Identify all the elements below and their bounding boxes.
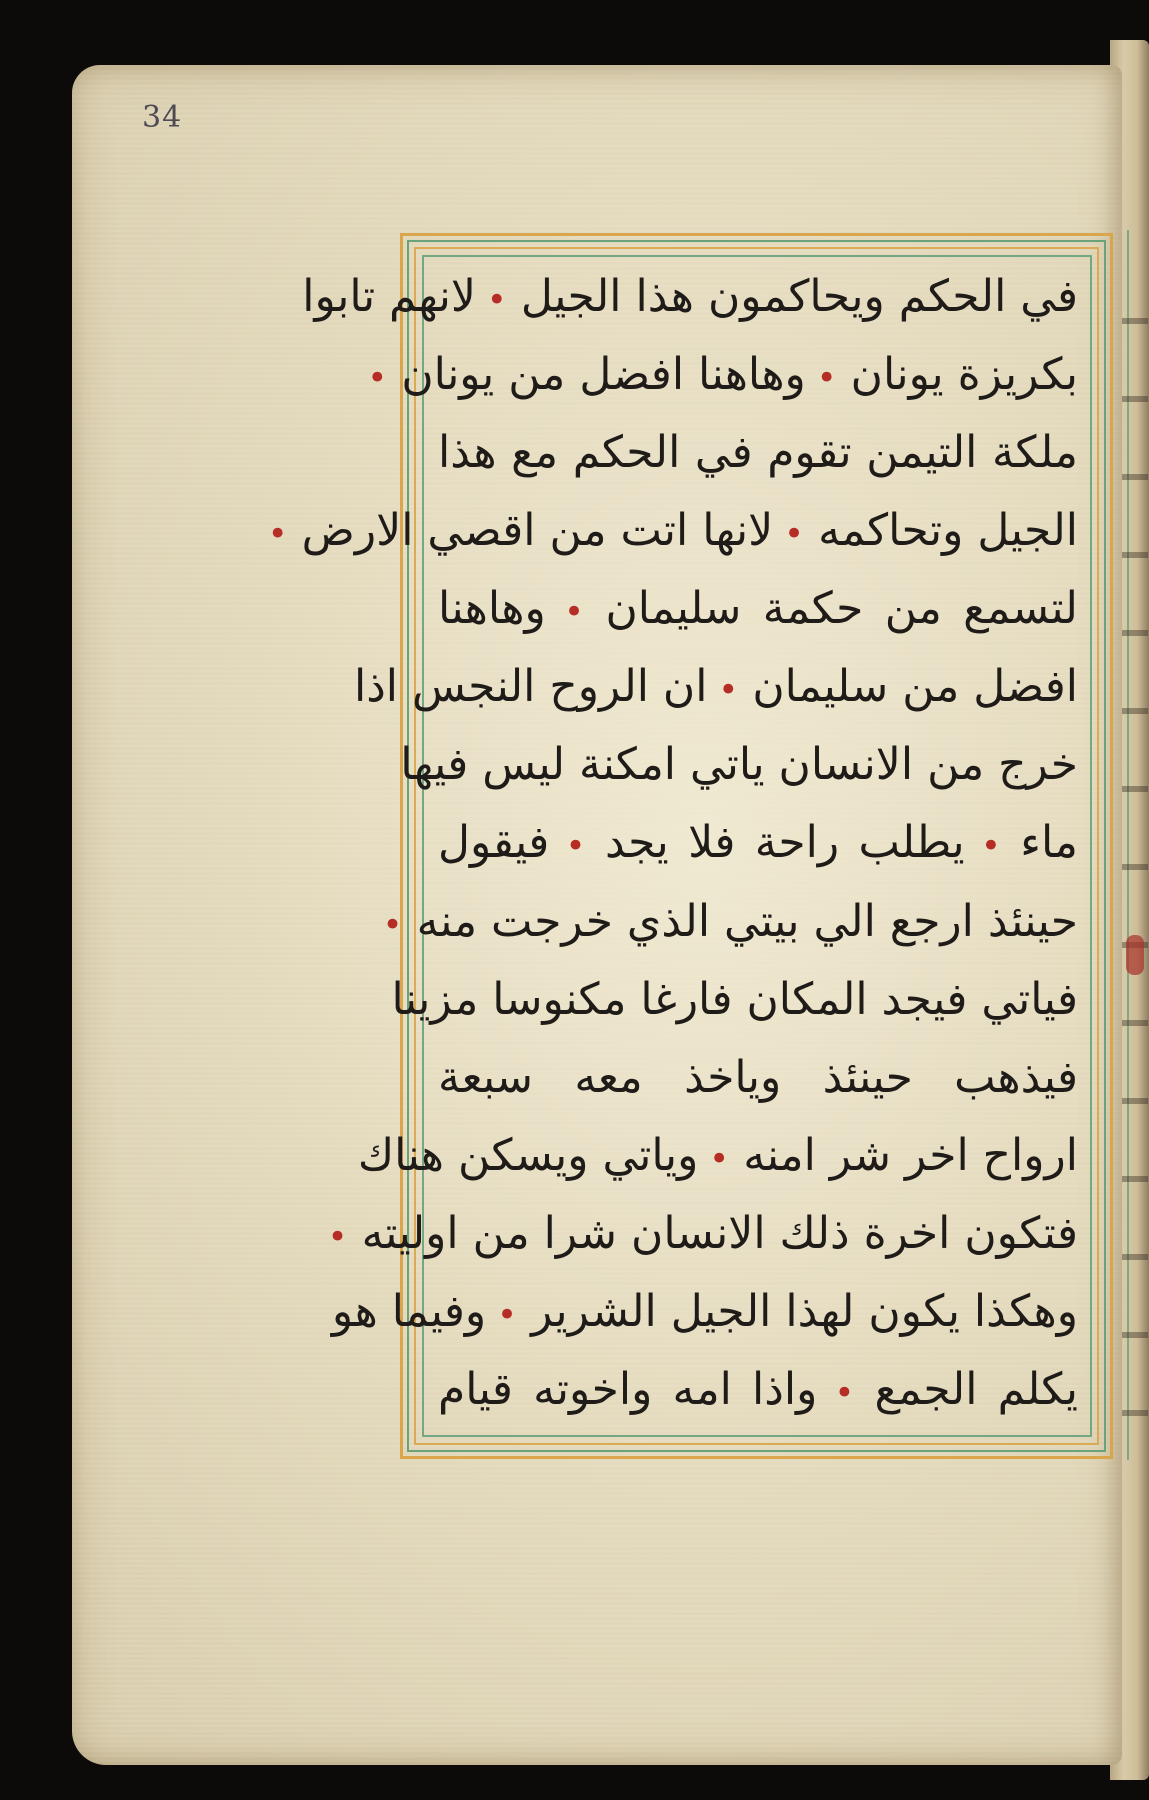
text-segment: خرج من الانسان ياتي امكنة ليس فيها xyxy=(400,739,1078,791)
text-segment: وياتي ويسكن هناك xyxy=(357,1129,699,1181)
red-verse-separator: • xyxy=(549,826,586,867)
text-line xyxy=(438,1360,1078,1420)
text-line xyxy=(302,267,1078,327)
red-verse-separator: • xyxy=(698,1138,730,1179)
text-line xyxy=(353,657,1078,717)
red-verse-separator: • xyxy=(817,1372,855,1413)
text-line xyxy=(438,813,1078,873)
text-segment: افضل من سليمان xyxy=(752,661,1078,713)
red-verse-separator: • xyxy=(475,280,507,320)
text-segment: لتسمع من حكمة سليمان xyxy=(605,583,1078,635)
text-segment: لانهم تابوا xyxy=(302,271,476,322)
text-segment: ماء xyxy=(1020,817,1078,869)
red-verse-separator: • xyxy=(267,514,288,555)
text-segment: فتكون اخرة ذلك الانسان شرا من اوليته xyxy=(361,1207,1078,1259)
red-verse-separator: • xyxy=(964,826,1001,867)
text-segment: لانها اتت من اقصي الارض xyxy=(301,505,774,557)
text-line xyxy=(382,892,1078,952)
red-verse-separator: • xyxy=(545,592,585,633)
text-segment: فيقول xyxy=(438,817,550,869)
text-segment: ملكة التيمن تقوم في الحكم مع هذا xyxy=(438,427,1078,479)
text-segment: فيذهب حينئذ وياخذ معه سبعة xyxy=(438,1051,1078,1103)
text-segment: بكريزة يونان xyxy=(850,349,1078,401)
text-line xyxy=(367,345,1078,405)
text-segment: ارواح اخر شر امنه xyxy=(743,1129,1078,1181)
text-line xyxy=(331,1282,1078,1342)
text-segment: وهاهنا xyxy=(438,583,546,635)
next-folio-rubric-mark xyxy=(1126,935,1144,975)
text-segment: ان الروح النجس اذا xyxy=(353,661,708,713)
text-line xyxy=(400,735,1078,795)
red-verse-separator: • xyxy=(486,1294,518,1335)
text-segment: وهكذا يكون لهذا الجيل الشرير xyxy=(531,1285,1078,1337)
text-segment: وهاهنا افضل من يونان xyxy=(401,349,806,401)
red-verse-separator: • xyxy=(773,514,805,555)
text-segment: يطلب راحة فلا يجد xyxy=(604,817,965,869)
text-segment: حينئذ ارجع الي بيتي الذي خرجت منه xyxy=(416,895,1078,947)
text-line xyxy=(391,970,1078,1030)
red-verse-separator: • xyxy=(327,1216,348,1257)
red-verse-separator: • xyxy=(382,904,403,945)
text-segment: يكلم الجمع xyxy=(874,1363,1078,1415)
text-segment: وفيما هو xyxy=(331,1285,487,1337)
folio-number: 34 xyxy=(142,100,183,135)
text-segment: واذا امه واخوته قيام xyxy=(438,1363,818,1415)
red-verse-separator: • xyxy=(805,358,837,399)
next-folio-text-fragment xyxy=(1122,280,1148,1450)
text-line xyxy=(267,501,1078,561)
text-line xyxy=(438,1048,1078,1108)
text-line xyxy=(327,1204,1078,1264)
red-verse-separator: • xyxy=(367,358,388,399)
text-segment: في الحكم ويحاكمون هذا الجيل xyxy=(520,271,1078,322)
text-line xyxy=(438,579,1078,639)
text-line xyxy=(438,423,1078,483)
text-segment: الجيل وتحاكمه xyxy=(818,505,1078,557)
text-line xyxy=(357,1126,1078,1186)
arabic-text-block xyxy=(267,265,1084,1430)
text-segment: فياتي فيجد المكان فارغا مكنوسا مزينا xyxy=(391,973,1078,1025)
red-verse-separator: • xyxy=(707,670,739,711)
